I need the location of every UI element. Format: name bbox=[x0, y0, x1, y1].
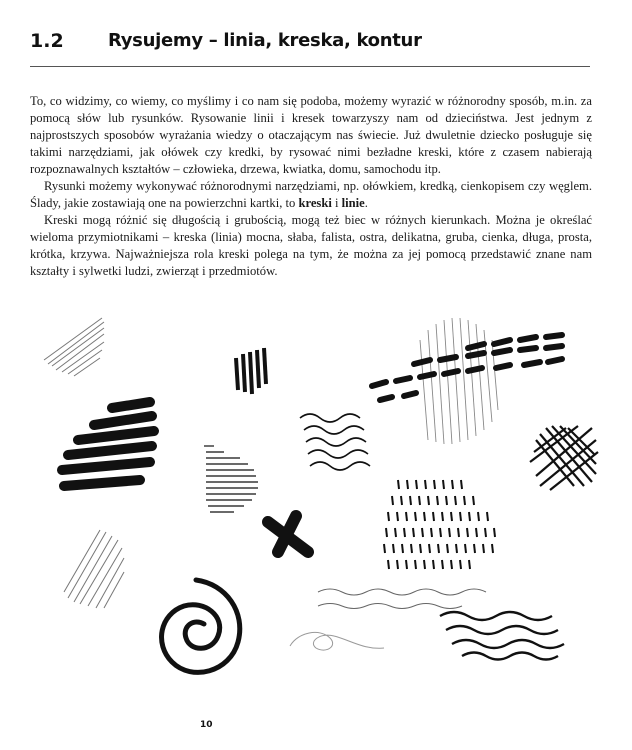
tick-mark bbox=[433, 560, 434, 569]
tick-mark bbox=[415, 512, 416, 521]
tick-mark bbox=[393, 544, 394, 553]
tick-mark bbox=[485, 528, 486, 537]
line-samples-illustration bbox=[0, 290, 632, 710]
tick-mark bbox=[420, 544, 421, 553]
tick-mark bbox=[429, 544, 430, 553]
wavy-lines bbox=[300, 414, 370, 470]
tick-mark bbox=[478, 512, 479, 521]
term-kreski: kreski bbox=[298, 196, 332, 210]
tick-mark bbox=[476, 528, 477, 537]
tick-mark bbox=[447, 544, 448, 553]
tick-mark bbox=[487, 512, 488, 521]
section-number: 1.2 bbox=[30, 30, 64, 52]
tick-mark bbox=[438, 544, 439, 553]
tick-mark bbox=[437, 496, 438, 505]
tick-mark bbox=[452, 480, 453, 489]
tick-mark bbox=[456, 544, 457, 553]
tick-mark bbox=[398, 480, 399, 489]
tick-mark bbox=[428, 496, 429, 505]
tick-mark bbox=[442, 560, 443, 569]
tick-mark bbox=[397, 512, 398, 521]
short-vertical-marks bbox=[236, 348, 266, 394]
header-rule bbox=[30, 66, 590, 67]
tick-mark bbox=[460, 560, 461, 569]
tick-mark bbox=[443, 480, 444, 489]
tick-mark bbox=[464, 496, 465, 505]
paragraph-3: Kreski mogą różnić się długością i grubością, mogą też biec w różnych kierunkach. Można je określać wieloma przymiotnikami – kreska (linia) mocna, słaba, falista, ostra, delikatna, gruba, cienka, długa, prosta, krótka, krzywa. Najważniejsza rola kreski polega na tym, że można za jej pomocą przedstawić znane nam kształty i sylwetki ludzi, zwierząt i przedmiotów. bbox=[30, 213, 592, 278]
spiral-line bbox=[162, 580, 240, 672]
thin-wavy-lines bbox=[318, 589, 486, 609]
tick-mark bbox=[460, 512, 461, 521]
paragraph-2-mid: i bbox=[331, 196, 342, 210]
tick-mark bbox=[455, 496, 456, 505]
tick-mark bbox=[384, 544, 385, 553]
tick-mark bbox=[416, 480, 417, 489]
tick-mark bbox=[451, 512, 452, 521]
tick-mark bbox=[406, 560, 407, 569]
paragraph-2-start: Rysunki możemy wykonywać różnorodnymi narzędziami, np. ołówkiem, kredką, cienkopisem czy węglem. Ślady, jakie zostawiają one na powierzchni kartki, to bbox=[30, 179, 592, 210]
pencil-hatching-bottom-left bbox=[64, 530, 124, 608]
tick-mark bbox=[402, 544, 403, 553]
tick-mark bbox=[411, 544, 412, 553]
tick-mark bbox=[451, 560, 452, 569]
tick-mark bbox=[422, 528, 423, 537]
tick-mark bbox=[407, 480, 408, 489]
body-text bbox=[30, 93, 592, 280]
tick-mark bbox=[483, 544, 484, 553]
tick-mark bbox=[433, 512, 434, 521]
tick-mark bbox=[494, 528, 495, 537]
tick-mark bbox=[401, 496, 402, 505]
tick-mark bbox=[425, 480, 426, 489]
pencil-hatching-top-left bbox=[44, 318, 104, 376]
tick-mark bbox=[465, 544, 466, 553]
thick-brush-strokes bbox=[62, 402, 154, 486]
tick-mark bbox=[440, 528, 441, 537]
tick-mark bbox=[442, 512, 443, 521]
tick-mark bbox=[446, 496, 447, 505]
tick-mark bbox=[406, 512, 407, 521]
paragraph-2 bbox=[30, 178, 592, 212]
dash-marks bbox=[372, 335, 562, 400]
tick-mark bbox=[449, 528, 450, 537]
tick-mark bbox=[469, 512, 470, 521]
tick-mark bbox=[424, 512, 425, 521]
paragraph-2-end: . bbox=[364, 196, 368, 210]
pencil-oval-hatching bbox=[420, 318, 498, 444]
tick-mark bbox=[431, 528, 432, 537]
tick-mark bbox=[434, 480, 435, 489]
tick-mark bbox=[424, 560, 425, 569]
paragraph-1: To, co widzimy, co wiemy, co myślimy i co nam się podoba, możemy wyrazić w różnorodny sposób, m.in. za pomocą słów lub rysunków. Rysowanie linii i kresek towarzyszy nam od dzieciństwa. Jest jednym z najprostszych sposobów wyrażania wiedzy o otaczającym nas świecie. Już dwuletnie dziecko posługuje się takimi narzędziami, jak ołówek czy kredki, by rysować nimi bezładne kreski, które z czasem nabierają rozpoznawalnych kształtów – człowieka, drzewa, kwiatka, domu, samochodu itp. bbox=[30, 94, 592, 176]
tick-mark bbox=[458, 528, 459, 537]
fine-horizontal-lines bbox=[204, 446, 258, 512]
tick-mark bbox=[461, 480, 462, 489]
section-header bbox=[30, 30, 600, 60]
tick-mark bbox=[474, 544, 475, 553]
term-linie: linie bbox=[341, 196, 365, 210]
tick-mark bbox=[469, 560, 470, 569]
tick-mark bbox=[415, 560, 416, 569]
tick-mark bbox=[404, 528, 405, 537]
tick-mark bbox=[419, 496, 420, 505]
tick-mark bbox=[413, 528, 414, 537]
tick-mark bbox=[397, 560, 398, 569]
tick-mark bbox=[392, 496, 393, 505]
cross-mark bbox=[268, 516, 308, 552]
bold-wavy-lines bbox=[440, 612, 564, 660]
tick-mark bbox=[410, 496, 411, 505]
vertical-tick-grid bbox=[384, 480, 495, 569]
section-title: Rysujemy – linia, kreska, kontur bbox=[108, 30, 422, 51]
tick-mark bbox=[467, 528, 468, 537]
tick-mark bbox=[386, 528, 387, 537]
tick-mark bbox=[388, 512, 389, 521]
bold-scribble-right bbox=[530, 426, 598, 490]
tick-mark bbox=[492, 544, 493, 553]
loop-line bbox=[290, 632, 384, 650]
page-number: 10 bbox=[200, 720, 213, 730]
tick-mark bbox=[388, 560, 389, 569]
tick-mark bbox=[395, 528, 396, 537]
tick-mark bbox=[473, 496, 474, 505]
